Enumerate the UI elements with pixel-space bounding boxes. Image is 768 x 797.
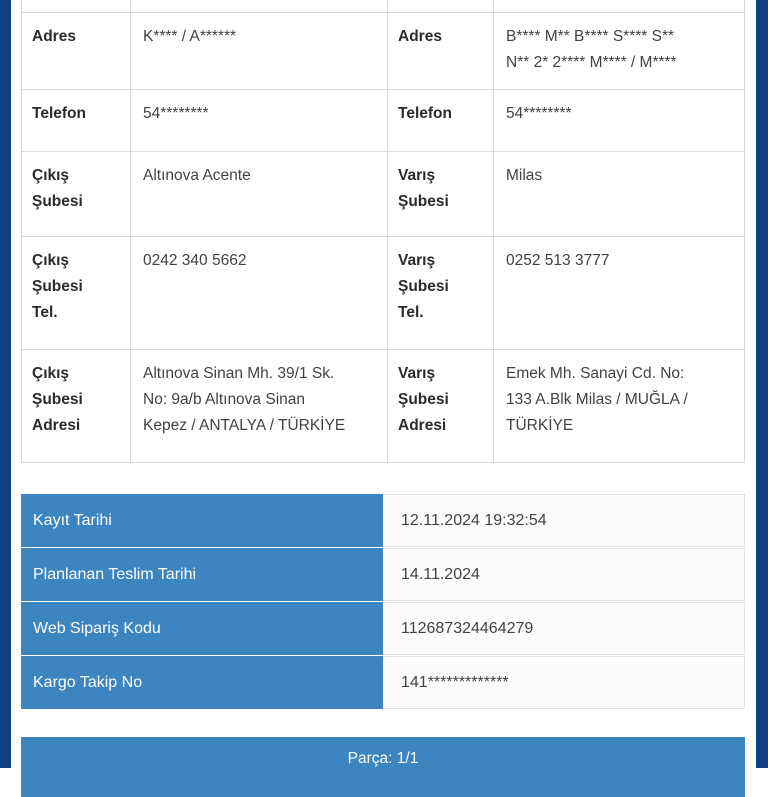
masked-address-line: N** 2* 2**** M**** / M**** — [506, 54, 677, 71]
partial-row-cell — [131, 0, 388, 13]
table-row — [21, 602, 745, 655]
departure-branch-phone-value: 0242 340 5662 — [131, 237, 388, 350]
table-row — [21, 494, 745, 547]
receiver-phone-value: 54******** — [494, 90, 745, 152]
cargo-tracking-no-label: Kargo Takip No — [21, 656, 383, 709]
departure-branch-address-label: Çıkış Şubesi Adresi — [22, 350, 131, 463]
record-date-label: Kayıt Tarihi — [21, 494, 383, 547]
masked-address-line: B**** M** B**** S**** S** — [506, 28, 675, 45]
sender-phone-label: Telefon — [22, 90, 131, 152]
page-edge-left — [0, 0, 11, 768]
arrival-branch-phone-label: Varış Şubesi Tel. — [388, 237, 494, 350]
departure-branch-value: Altınova Acente — [131, 152, 388, 237]
receiver-phone-label: Telefon — [388, 90, 494, 152]
branch-address-line: Emek Mh. Sanayi Cd. No: — [506, 365, 685, 382]
table-row — [21, 656, 745, 709]
partial-row-cell — [494, 0, 745, 13]
sender-phone-value: 54******** — [131, 90, 388, 152]
parcel-count-header: Parça: 1/1 — [21, 737, 745, 797]
sender-address-label: Adres — [22, 13, 131, 90]
arrival-branch-address-label: Varış Şubesi Adresi — [388, 350, 494, 463]
order-summary-table — [21, 494, 745, 709]
content-area — [21, 0, 745, 797]
receiver-address-label: Adres — [388, 13, 494, 90]
table-row — [21, 548, 745, 601]
branch-address-line: Kepez / ANTALYA / TÜRKİYE — [143, 417, 346, 434]
planned-delivery-date-value: 14.11.2024 — [383, 548, 745, 601]
planned-delivery-date-label: Planlanan Teslim Tarihi — [21, 548, 383, 601]
arrival-branch-phone-value: 0252 513 3777 — [494, 237, 745, 350]
branch-address-line: Altınova Sinan Mh. 39/1 Sk. — [143, 365, 335, 382]
departure-branch-address-value — [131, 350, 388, 463]
record-date-value: 12.11.2024 19:32:54 — [383, 494, 745, 547]
sender-address-value: K**** / A****** — [131, 13, 388, 90]
partial-row-cell — [388, 0, 494, 13]
receiver-address-value — [494, 13, 745, 90]
cargo-tracking-no-value: 141************* — [383, 656, 745, 709]
shipment-details-table — [21, 0, 745, 463]
partial-row-cell — [22, 0, 131, 13]
arrival-branch-value: Milas — [494, 152, 745, 237]
web-order-code-label: Web Sipariş Kodu — [21, 602, 383, 655]
branch-address-line: No: 9a/b Altınova Sinan — [143, 391, 306, 408]
web-order-code-value: 112687324464279 — [383, 602, 745, 655]
branch-address-line: TÜRKİYE — [506, 417, 574, 434]
departure-branch-phone-label: Çıkış Şubesi Tel. — [22, 237, 131, 350]
branch-address-line: 133 A.Blk Milas / MUĞLA / — [506, 391, 688, 408]
page-edge-right — [756, 0, 768, 768]
arrival-branch-label: Varış Şubesi — [388, 152, 494, 237]
arrival-branch-address-value — [494, 350, 745, 463]
departure-branch-label: Çıkış Şubesi — [22, 152, 131, 237]
